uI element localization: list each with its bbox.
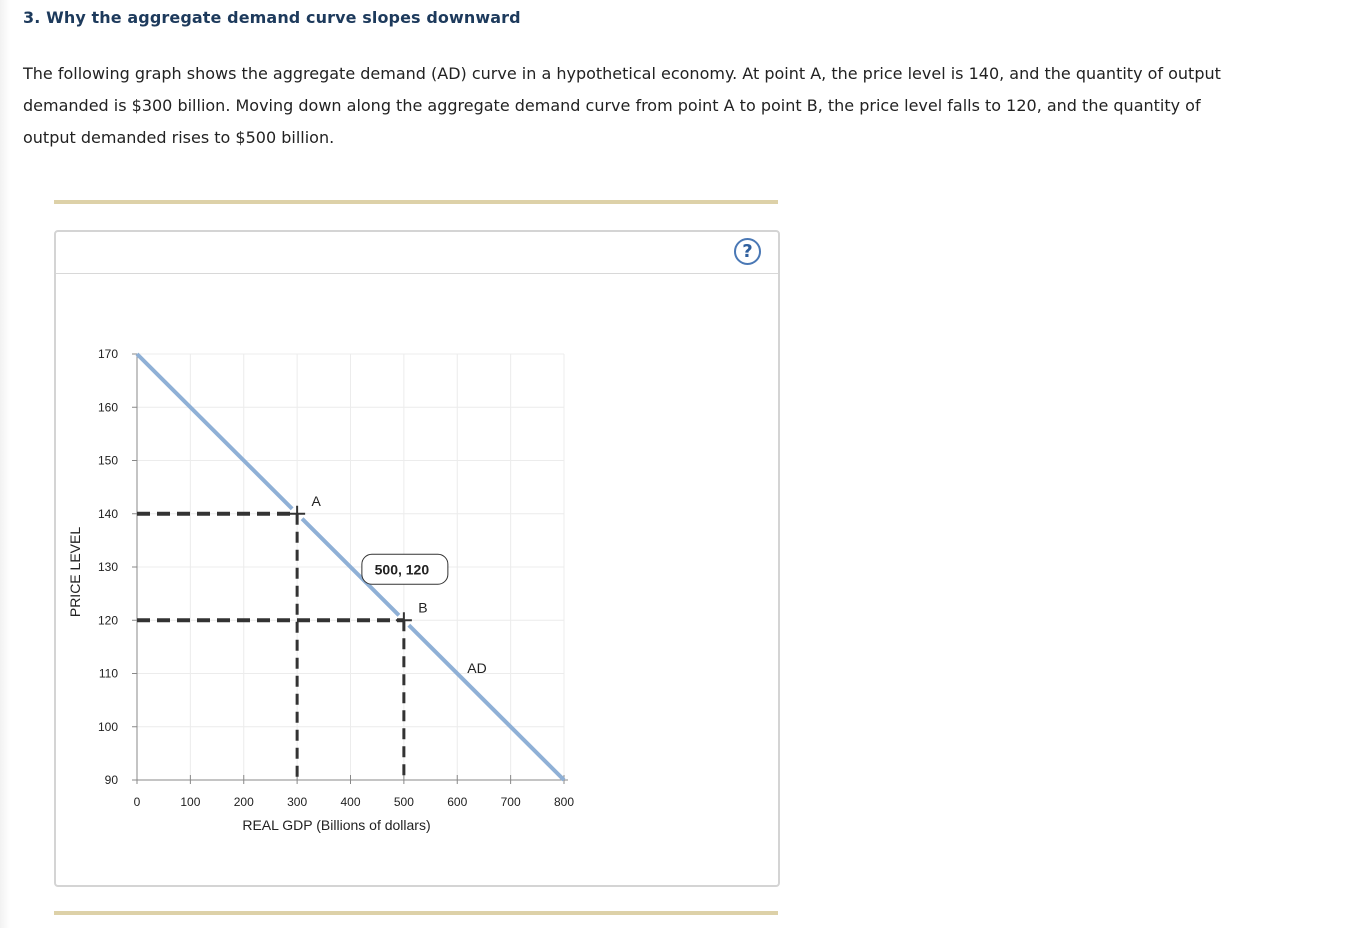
tooltip-text: 500, 120: [374, 561, 430, 578]
x-axis-title: REAL GDP (Billions of dollars): [242, 817, 431, 833]
x-tick-label-100: 100: [180, 795, 201, 809]
ad-curve-segment[interactable]: [137, 354, 292, 509]
y-tick-label-90: 90: [104, 773, 118, 787]
y-tick-label-100: 100: [97, 719, 118, 734]
point-label-A: A: [311, 492, 321, 509]
question-text: The following graph shows the aggregate demand (AD) curve in a hypothetical economy. At point A, the price level is 140, and the quantity of output demanded is $300 billion. Moving down along the aggregate demand curve from point A to point B, the price level falls to 120, and the quantity of output demanded rises to $500 billion.: [23, 64, 1221, 147]
y-axis-title: PRICE LEVEL: [67, 526, 83, 618]
x-tick-label-700: 700: [500, 795, 521, 809]
y-tick-label-160: 160: [97, 400, 118, 415]
coordinate-tooltip: [362, 554, 448, 584]
x-tick-label-0: 0: [133, 795, 141, 809]
y-tick-label-130: 130: [97, 560, 118, 574]
x-tick-label-500: 500: [393, 795, 414, 809]
help-icon[interactable]: ?: [734, 238, 761, 265]
question-title: 3. Why the aggregate demand curve slopes downward: [23, 8, 521, 27]
ad-curve-segment[interactable]: [409, 625, 564, 780]
y-tick-label-120: 120: [97, 613, 118, 628]
axes: [67, 347, 574, 833]
x-tick-label-400: 400: [340, 795, 361, 809]
x-tick-label-300: 300: [287, 795, 308, 809]
y-tick-label-110: 110: [98, 666, 118, 681]
bottom-divider: [54, 911, 778, 915]
x-tick-label-600: 600: [447, 795, 468, 809]
y-tick-label-140: 140: [97, 506, 118, 521]
point-label-B: B: [418, 599, 428, 616]
y-tick-label-170: 170: [97, 347, 118, 361]
ad-curve-label: AD: [467, 660, 487, 677]
x-tick-label-800: 800: [553, 795, 575, 809]
y-tick-label-150: 150: [97, 453, 118, 468]
guide-lines: [137, 514, 404, 780]
x-tick-label-200: 200: [233, 795, 254, 809]
chart-labels: [311, 493, 486, 676]
